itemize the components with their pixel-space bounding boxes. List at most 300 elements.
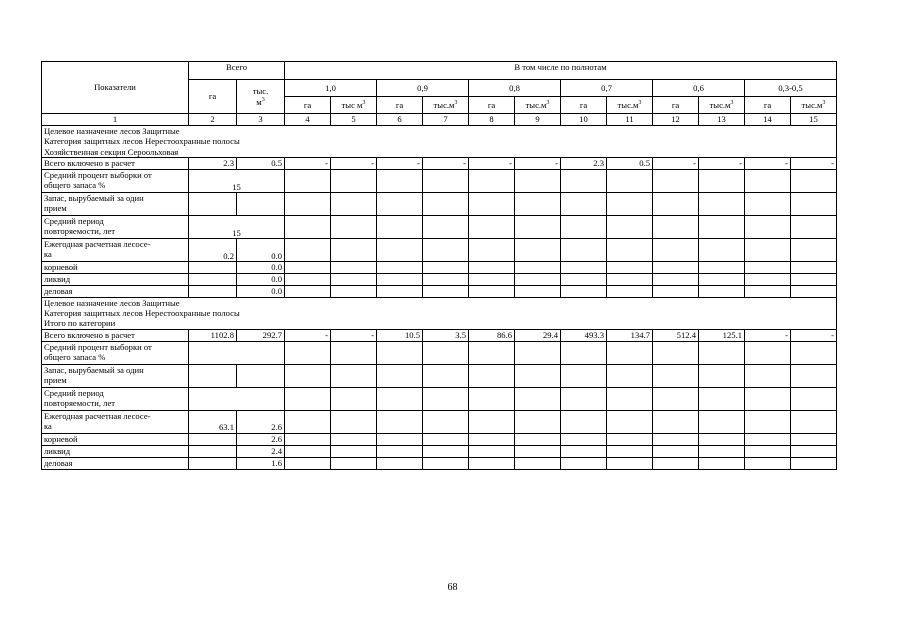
table-row xyxy=(42,410,837,433)
section-header-row xyxy=(42,297,837,329)
table-cell: 1.6 xyxy=(237,457,285,469)
column-number: 14 xyxy=(745,114,791,126)
table-cell: - xyxy=(515,157,561,169)
table-cell xyxy=(285,387,331,410)
section-header xyxy=(42,297,837,329)
table-cell xyxy=(607,457,653,469)
table-cell xyxy=(561,364,607,387)
table-cell xyxy=(285,364,331,387)
table-row xyxy=(42,364,837,387)
table-cell xyxy=(377,192,423,215)
table-row xyxy=(42,341,837,364)
row-label: Средний процент выборки от общего запаса % xyxy=(42,341,189,364)
table-cell xyxy=(699,215,745,238)
table-cell xyxy=(561,238,607,261)
table-cell xyxy=(607,285,653,297)
table-cell: - xyxy=(699,157,745,169)
section-line: Целевое назначение лесов Защитные xyxy=(44,297,180,308)
table-cell xyxy=(423,285,469,297)
table-cell xyxy=(285,215,331,238)
table-cell xyxy=(189,387,285,410)
table-cell xyxy=(377,215,423,238)
header-unit-thous-m3: $тыс.м^3$ xyxy=(791,97,837,114)
table-cell xyxy=(377,364,423,387)
table-cell xyxy=(699,433,745,445)
table-cell xyxy=(377,445,423,457)
column-number: 3 xyxy=(237,114,285,126)
table-cell: 63.1 xyxy=(189,410,237,433)
header-unit-thous-m3: $тыс.м^3$ xyxy=(423,97,469,114)
column-number: 13 xyxy=(699,114,745,126)
table-cell xyxy=(469,273,515,285)
header-density-2: 0,8 xyxy=(469,80,561,97)
table-cell xyxy=(423,169,469,192)
table-cell xyxy=(515,457,561,469)
table-row xyxy=(42,157,837,169)
table-cell xyxy=(561,273,607,285)
table-cell xyxy=(515,273,561,285)
table-cell: 134.7 xyxy=(607,329,653,341)
table-cell xyxy=(423,433,469,445)
table-row xyxy=(42,285,837,297)
row-label: деловая xyxy=(42,285,189,297)
table-cell xyxy=(423,364,469,387)
table-cell xyxy=(791,457,837,469)
table-cell: - xyxy=(377,157,423,169)
table-cell xyxy=(561,433,607,445)
table-cell xyxy=(515,387,561,410)
table-cell xyxy=(745,410,791,433)
table-cell: 0.0 xyxy=(237,238,285,261)
table-cell xyxy=(653,445,699,457)
header-density-3: 0,7 xyxy=(561,80,653,97)
table-cell xyxy=(791,387,837,410)
table-cell xyxy=(745,285,791,297)
table-cell xyxy=(653,387,699,410)
table-cell xyxy=(469,457,515,469)
table-cell xyxy=(745,341,791,364)
header-unit-ha: га xyxy=(745,97,791,114)
table-cell xyxy=(699,238,745,261)
table-cell: - xyxy=(791,329,837,341)
table-cell xyxy=(515,285,561,297)
table-cell xyxy=(607,433,653,445)
table-cell: 15 xyxy=(189,215,285,238)
table-cell xyxy=(653,364,699,387)
table-cell xyxy=(653,169,699,192)
table-cell: 3.5 xyxy=(423,329,469,341)
table-cell xyxy=(331,215,377,238)
table-cell xyxy=(699,387,745,410)
table-cell: 0.0 xyxy=(237,285,285,297)
table-cell xyxy=(607,261,653,273)
table-cell xyxy=(699,192,745,215)
table-cell xyxy=(285,341,331,364)
table-row xyxy=(42,387,837,410)
table-cell xyxy=(377,387,423,410)
table-cell xyxy=(699,364,745,387)
table-cell: - xyxy=(469,157,515,169)
table-cell xyxy=(423,238,469,261)
table-cell xyxy=(423,261,469,273)
table-cell xyxy=(699,457,745,469)
section-header-row xyxy=(42,126,837,158)
table-cell: 0.0 xyxy=(237,273,285,285)
table-cell: - xyxy=(331,157,377,169)
table-cell xyxy=(699,273,745,285)
table-cell xyxy=(653,261,699,273)
header-unit-thous-m3: тыс $м^3$ xyxy=(331,97,377,114)
table-cell xyxy=(331,261,377,273)
table-cell xyxy=(285,169,331,192)
table-cell xyxy=(331,445,377,457)
header-unit-ha: га xyxy=(561,97,607,114)
column-number: 6 xyxy=(377,114,423,126)
table-cell xyxy=(745,433,791,445)
table-cell xyxy=(377,238,423,261)
table-cell: 0.0 xyxy=(237,261,285,273)
page-number: 68 xyxy=(447,582,458,593)
table-cell xyxy=(331,192,377,215)
table-cell: 2.4 xyxy=(237,445,285,457)
table-cell xyxy=(791,364,837,387)
table-cell xyxy=(189,364,237,387)
row-label: Ежегодная расчетная лесосе- ка xyxy=(42,410,189,433)
table-cell xyxy=(607,341,653,364)
table-cell xyxy=(377,169,423,192)
table-row xyxy=(42,273,837,285)
table-cell xyxy=(377,433,423,445)
column-number: 8 xyxy=(469,114,515,126)
table-row xyxy=(42,433,837,445)
table-cell: 29.4 xyxy=(515,329,561,341)
table-cell xyxy=(561,215,607,238)
table-cell: 15 xyxy=(189,169,285,192)
table-cell: 0.5 xyxy=(607,157,653,169)
table-cell xyxy=(469,169,515,192)
header-indicators: Показатели xyxy=(42,62,189,114)
table-cell xyxy=(469,410,515,433)
table-cell xyxy=(653,341,699,364)
table-cell xyxy=(561,457,607,469)
row-label: Ежегодная расчетная лесосе- ка xyxy=(42,238,189,261)
table-row xyxy=(42,192,837,215)
table-cell xyxy=(607,215,653,238)
table-cell xyxy=(791,433,837,445)
header-density-4: 0,6 xyxy=(653,80,745,97)
table-cell xyxy=(515,364,561,387)
table-cell xyxy=(561,410,607,433)
table-cell xyxy=(699,410,745,433)
header-unit-ha: га xyxy=(653,97,699,114)
table-cell xyxy=(607,445,653,457)
table-cell xyxy=(423,410,469,433)
header-unit-thous-m3: $тыс.м^3$ xyxy=(515,97,561,114)
table-cell xyxy=(745,457,791,469)
table-cell xyxy=(285,273,331,285)
table-cell: - xyxy=(423,157,469,169)
table-cell xyxy=(607,238,653,261)
table-cell xyxy=(331,238,377,261)
header-total-thous-m3: тыс. $м^3$ xyxy=(237,80,285,114)
table-cell: 86.6 xyxy=(469,329,515,341)
table-cell xyxy=(469,445,515,457)
table-cell xyxy=(745,273,791,285)
table-cell xyxy=(469,238,515,261)
section-line: Итого по категории xyxy=(44,318,116,329)
table-row xyxy=(42,457,837,469)
section-line: Категория защитных лесов Нерестоохранные полосы xyxy=(44,308,240,319)
table-cell xyxy=(561,445,607,457)
table-cell xyxy=(561,261,607,273)
column-number: 7 xyxy=(423,114,469,126)
row-label: Средний период повторяемости, лет xyxy=(42,215,189,238)
table-cell xyxy=(745,238,791,261)
table-cell xyxy=(653,457,699,469)
table-cell xyxy=(653,238,699,261)
row-label: Средний период повторяемости, лет xyxy=(42,387,189,410)
table-cell xyxy=(653,192,699,215)
table-cell xyxy=(189,457,237,469)
table-cell xyxy=(423,457,469,469)
row-label: корневой xyxy=(42,433,189,445)
table-cell xyxy=(653,410,699,433)
table-cell xyxy=(377,341,423,364)
table-cell xyxy=(607,192,653,215)
table-cell xyxy=(515,215,561,238)
header-total: Всего xyxy=(189,62,285,80)
table-cell xyxy=(469,364,515,387)
table-row xyxy=(42,445,837,457)
table-cell xyxy=(653,215,699,238)
table-cell xyxy=(561,341,607,364)
table-cell xyxy=(377,410,423,433)
table-cell: - xyxy=(791,157,837,169)
table-cell xyxy=(423,273,469,285)
table-cell xyxy=(791,238,837,261)
column-number: 2 xyxy=(189,114,237,126)
table-cell xyxy=(377,285,423,297)
row-label: Всего включено в расчет xyxy=(42,157,189,169)
table-cell xyxy=(561,192,607,215)
column-number: 4 xyxy=(285,114,331,126)
section-line: Целевое назначение лесов Защитные xyxy=(44,126,180,136)
table-cell xyxy=(189,285,237,297)
row-label: Всего включено в расчет xyxy=(42,329,189,341)
table-cell xyxy=(791,410,837,433)
table-row xyxy=(42,329,837,341)
table-cell xyxy=(377,261,423,273)
table-cell xyxy=(331,387,377,410)
column-number: 1 xyxy=(42,114,189,126)
table-cell: 512.4 xyxy=(653,329,699,341)
table-cell xyxy=(469,261,515,273)
table-cell xyxy=(423,445,469,457)
table-cell xyxy=(189,433,237,445)
row-label: корневой xyxy=(42,261,189,273)
table-cell xyxy=(285,410,331,433)
table-cell: 292.7 xyxy=(237,329,285,341)
table-cell xyxy=(699,261,745,273)
table-cell xyxy=(285,433,331,445)
table-cell xyxy=(331,410,377,433)
row-label: ликвид xyxy=(42,273,189,285)
row-label: Средний процент выборки от общего запаса % xyxy=(42,169,189,192)
table-cell: 2.6 xyxy=(237,410,285,433)
table-cell xyxy=(791,169,837,192)
table-cell xyxy=(469,341,515,364)
row-label: деловая xyxy=(42,457,189,469)
table-cell xyxy=(607,273,653,285)
table-cell xyxy=(469,285,515,297)
table-row xyxy=(42,261,837,273)
column-number: 10 xyxy=(561,114,607,126)
table-row xyxy=(42,238,837,261)
table-cell xyxy=(237,192,285,215)
table-cell xyxy=(423,341,469,364)
table-cell: - xyxy=(745,157,791,169)
column-number: 15 xyxy=(791,114,837,126)
table-cell xyxy=(561,169,607,192)
table-cell xyxy=(189,261,237,273)
table-cell xyxy=(515,341,561,364)
table-cell: - xyxy=(331,329,377,341)
table-cell: 1102.8 xyxy=(189,329,237,341)
table-cell xyxy=(331,169,377,192)
table-cell xyxy=(285,457,331,469)
table-cell: 493.3 xyxy=(561,329,607,341)
table-cell xyxy=(285,285,331,297)
table-row xyxy=(42,169,837,192)
allowable-cut-table xyxy=(41,61,837,470)
table-cell xyxy=(791,445,837,457)
row-label: ликвид xyxy=(42,445,189,457)
column-number: 12 xyxy=(653,114,699,126)
table-row xyxy=(42,215,837,238)
section-line: Хозяйственная секция Сероольховая xyxy=(44,146,179,157)
table-cell: 2.3 xyxy=(189,157,237,169)
table-cell xyxy=(515,192,561,215)
table-cell xyxy=(285,192,331,215)
table-cell xyxy=(423,387,469,410)
table-cell xyxy=(515,433,561,445)
header-density-1: 0,9 xyxy=(377,80,469,97)
table-cell xyxy=(285,261,331,273)
header-density-0: 1,0 xyxy=(285,80,377,97)
table-cell xyxy=(607,387,653,410)
table-cell xyxy=(515,410,561,433)
column-number: 9 xyxy=(515,114,561,126)
table-cell xyxy=(561,285,607,297)
table-cell xyxy=(791,341,837,364)
table-cell xyxy=(653,433,699,445)
row-label: Запас, вырубаемый за один прием xyxy=(42,192,189,215)
table-cell xyxy=(189,445,237,457)
table-cell xyxy=(791,215,837,238)
table-cell xyxy=(791,192,837,215)
table-cell xyxy=(745,261,791,273)
header-incl-by-density: В том числе по полнотам xyxy=(285,62,837,80)
column-number: 11 xyxy=(607,114,653,126)
table-cell xyxy=(423,215,469,238)
table-cell xyxy=(699,169,745,192)
table-cell xyxy=(237,364,285,387)
table-cell: - xyxy=(285,329,331,341)
table-cell xyxy=(607,410,653,433)
table-cell xyxy=(469,433,515,445)
table-cell xyxy=(607,169,653,192)
table-cell xyxy=(607,364,653,387)
table-cell xyxy=(745,169,791,192)
table-cell xyxy=(331,364,377,387)
section-header xyxy=(42,126,837,158)
table-cell xyxy=(331,457,377,469)
table-cell xyxy=(377,273,423,285)
table-cell: - xyxy=(285,157,331,169)
table-cell xyxy=(331,273,377,285)
table-cell xyxy=(285,238,331,261)
table-cell: - xyxy=(653,157,699,169)
table-cell: 0.2 xyxy=(189,238,237,261)
table-cell xyxy=(515,238,561,261)
table-cell xyxy=(515,169,561,192)
table-cell xyxy=(515,261,561,273)
table-cell: - xyxy=(745,329,791,341)
header-unit-ha: га xyxy=(377,97,423,114)
column-number: 5 xyxy=(331,114,377,126)
table-cell xyxy=(189,341,285,364)
table-cell xyxy=(745,192,791,215)
header-density-5: 0,3-0,5 xyxy=(745,80,837,97)
row-label: Запас, вырубаемый за один прием xyxy=(42,364,189,387)
table-cell xyxy=(745,215,791,238)
table-cell xyxy=(469,215,515,238)
header-unit-thous-m3: $тыс.м^3$ xyxy=(699,97,745,114)
table-cell xyxy=(791,285,837,297)
table-cell xyxy=(791,273,837,285)
header-unit-thous-m3: $тыс.м^3$ xyxy=(607,97,653,114)
table-cell xyxy=(653,273,699,285)
table-cell xyxy=(699,445,745,457)
table-cell xyxy=(331,433,377,445)
table-cell xyxy=(699,341,745,364)
table-cell xyxy=(331,341,377,364)
table-cell xyxy=(469,192,515,215)
table-cell xyxy=(745,364,791,387)
table-cell: 125.1 xyxy=(699,329,745,341)
table-cell xyxy=(745,445,791,457)
header-total-ha: га xyxy=(189,80,237,114)
table-cell xyxy=(377,457,423,469)
table-cell xyxy=(189,273,237,285)
table-cell xyxy=(561,387,607,410)
table-cell xyxy=(469,387,515,410)
table-cell xyxy=(515,445,561,457)
table-cell xyxy=(285,445,331,457)
table-cell xyxy=(189,192,237,215)
table-cell: 10.5 xyxy=(377,329,423,341)
header-unit-ha: га xyxy=(469,97,515,114)
table-cell: 2.3 xyxy=(561,157,607,169)
table-cell xyxy=(699,285,745,297)
section-line: Категория защитных лесов Нерестоохранные полосы xyxy=(44,136,240,147)
table-cell xyxy=(423,192,469,215)
table-cell xyxy=(791,261,837,273)
table-cell xyxy=(653,285,699,297)
table-cell xyxy=(331,285,377,297)
table-cell: 2.6 xyxy=(237,433,285,445)
table-cell: 0.5 xyxy=(237,157,285,169)
